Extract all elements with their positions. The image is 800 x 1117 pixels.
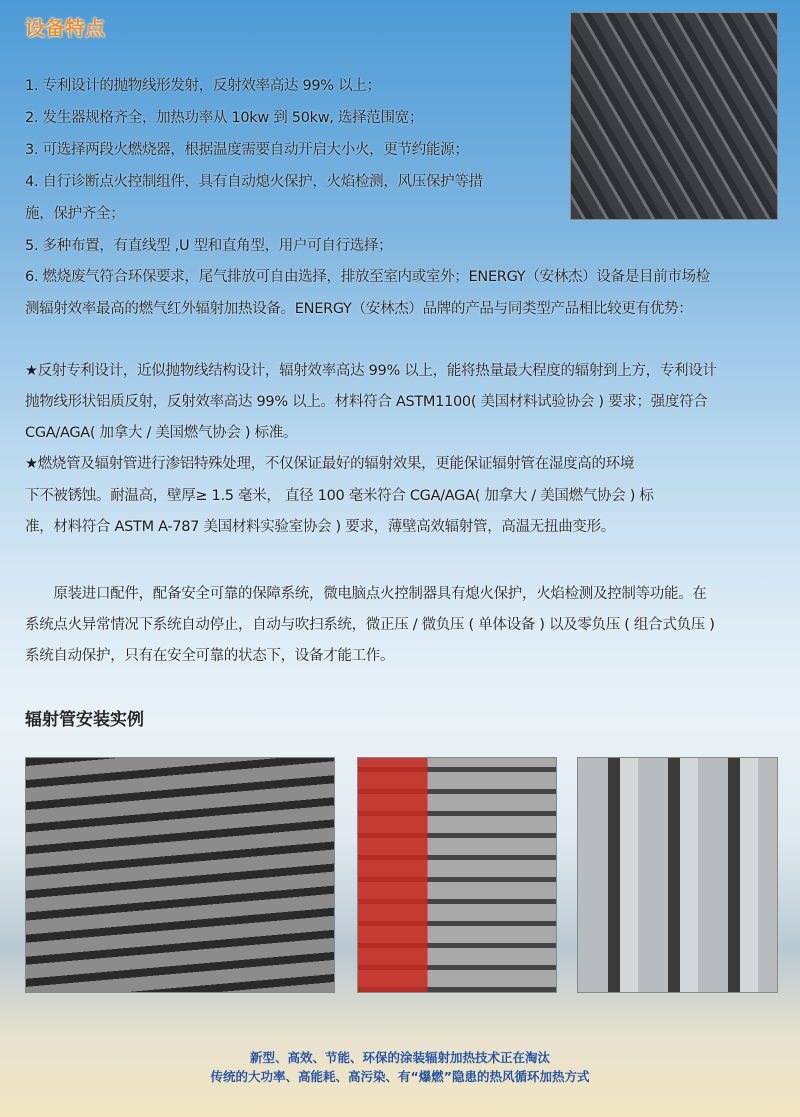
star-line: 抛物线形状铝质反射，反射效率高达 99% 以上。材料符合 ASTM1100( 美国材料试验协会 ) 要求；强度符合 <box>25 394 708 410</box>
photo-pipe-stack <box>570 12 778 220</box>
paragraph-line: 系统自动保护，只有在安全可靠的状态下，设备才能工作。 <box>25 648 395 664</box>
feature-line: 2. 发生器规格齐全，加热功率从 10kw 到 50kw, 选择范围宽； <box>25 110 424 126</box>
feature-line: 3. 可选择两段火燃烧器，根据温度需要自动开启大小火，更节约能源； <box>25 142 469 158</box>
star-line: ★燃烧管及辐射管进行渗铝特殊处理，不仅保证最好的辐射效果，更能保证辐射管在湿度高的环境 <box>25 456 635 472</box>
feature-line: 施，保护齐全； <box>25 206 125 222</box>
star-line: ★反射专利设计，近似抛物线结构设计，辐射效率高达 99% 以上，能将热量最大程度的辐射到上方，专利设计 <box>25 363 717 379</box>
feature-line: 6. 燃烧废气符合环保要求，尾气排放可自由选择，排放至室内或室外；ENERGY（安林杰）设备是目前市场检 <box>25 269 710 285</box>
paragraph-line: 系统点火异常情况下系统自动停止，自动与吹扫系统，微正压 / 微负压 ( 单体设备 ) 以及零负压 ( 组合式负压 ) <box>25 617 715 633</box>
section-title-features: 设备特点 <box>25 16 105 40</box>
feature-line: 5. 多种布置，有直线型 ,U 型和直角型，用户可自行选择； <box>25 238 393 254</box>
feature-line: 4. 自行诊断点火控制组件，具有自动熄火保护，火焰检测，风压保护等措 <box>25 174 483 190</box>
paragraph-line: 原装进口配件，配备安全可靠的保障系统，微电脑点火控制器具有熄火保护，火焰检测及控制等功能。在 <box>25 586 707 602</box>
star-line: CGA/AGA( 加拿大 / 美国燃气协会 ) 标准。 <box>25 425 298 441</box>
star-line: 准，材料符合 ASTM A-787 美国材料实验室协会 ) 要求，薄壁高效辐射管，高温无扭曲变形。 <box>25 519 615 535</box>
photo-installation-1 <box>25 757 335 993</box>
feature-line: 测辐射效率最高的燃气红外辐射加热设备。ENERGY（安林杰）品牌的产品与同类型产品相比较更有优势： <box>25 301 693 317</box>
star-line: 下不被锈蚀。耐温高，壁厚≥ 1.5 毫米， 直径 100 毫米符合 CGA/AGA( 加拿大 / 美国燃气协会 ) 标 <box>25 488 654 504</box>
footer-line: 新型、高效、节能、环保的涂装辐射加热技术正在淘汰 <box>249 1050 550 1065</box>
photo-installation-3 <box>577 757 778 993</box>
section-title-examples: 辐射管安装实例 <box>25 710 144 730</box>
feature-line: 1. 专利设计的抛物线形发射，反射效率高达 99% 以上； <box>25 78 381 94</box>
footer-line: 传统的大功率、高能耗、高污染、有“爆燃”隐患的热风循环加热方式 <box>210 1069 590 1084</box>
photo-installation-2 <box>357 757 557 993</box>
